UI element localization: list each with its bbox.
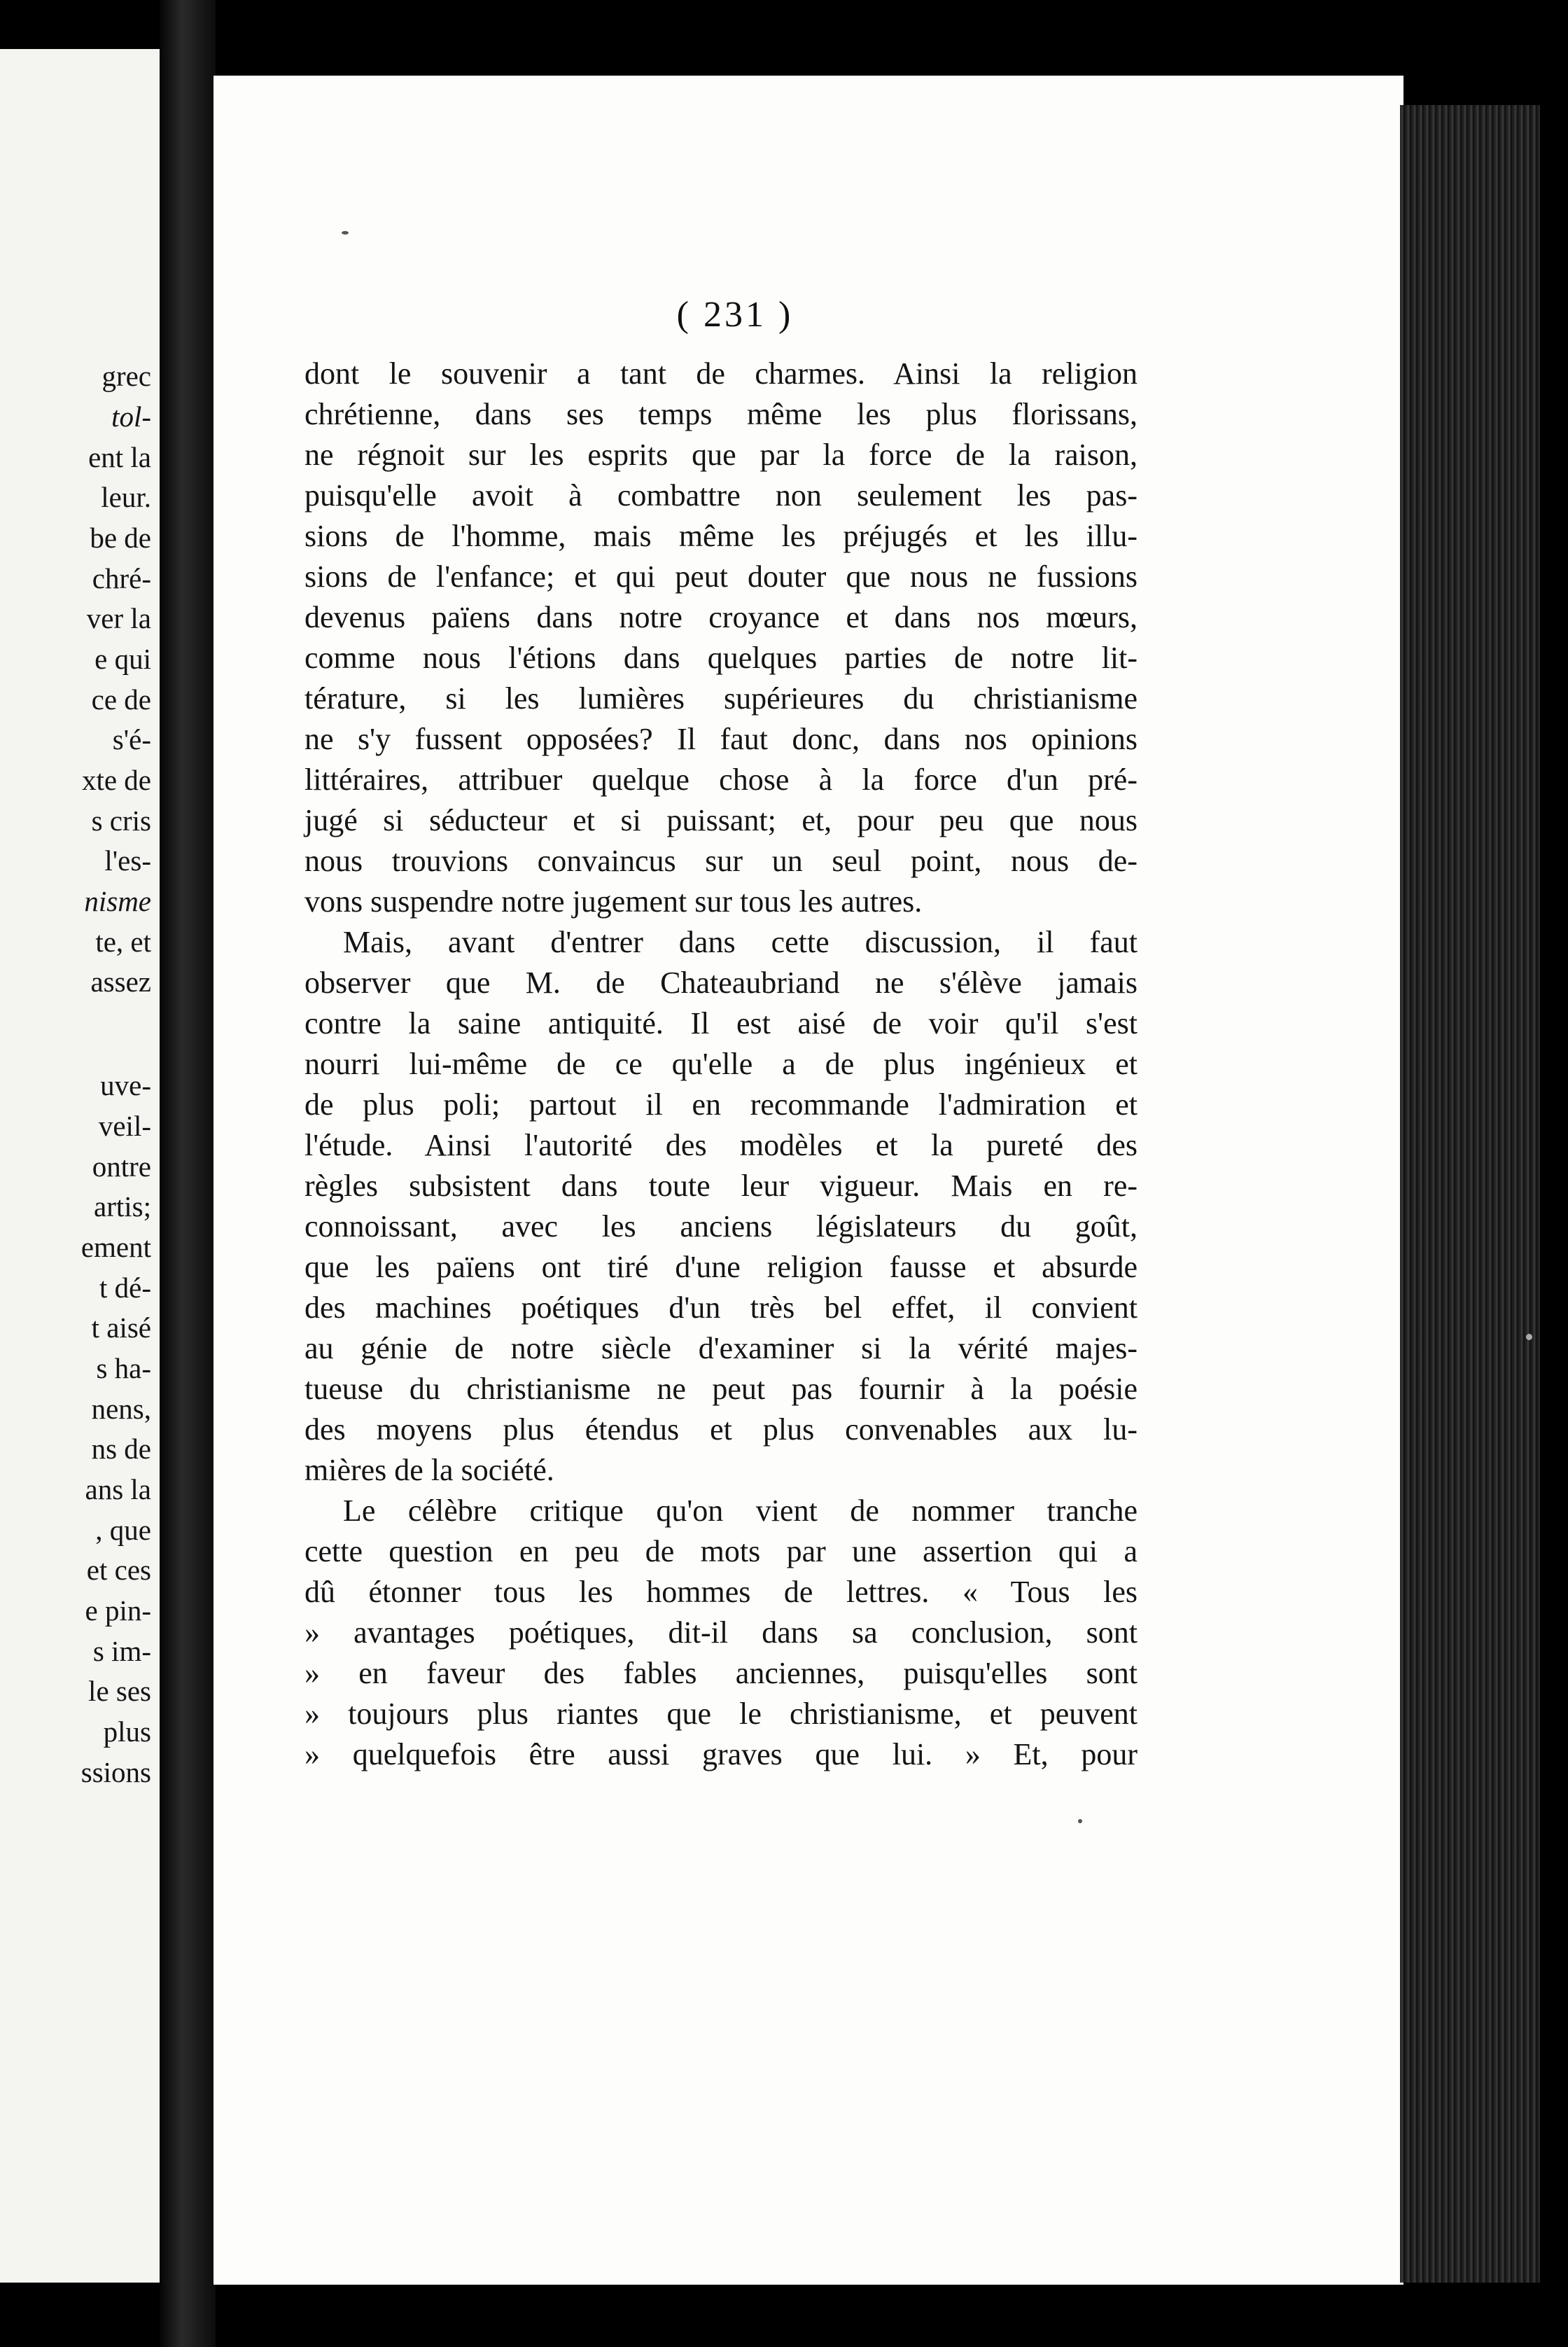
left-fragment: grec — [102, 360, 151, 392]
text-line: sions de l'enfance; et qui peut douter que nous ne fussions — [304, 559, 1138, 594]
paper-speck — [1526, 1334, 1532, 1340]
text-line: tueuse du christianisme ne peut pas fournir à la poésie — [304, 1372, 1138, 1406]
body-text — [304, 354, 1138, 1775]
left-fragment: artis; — [94, 1190, 151, 1223]
left-fragment: ontre — [92, 1150, 151, 1183]
left-fragment: veil- — [98, 1110, 151, 1142]
text-line: jugé si séducteur et si puissant; et, pour peu que nous — [304, 803, 1138, 837]
text-line: dû étonner tous les hommes de lettres. « Tous les — [304, 1575, 1138, 1609]
text-line: comme nous l'étions dans quelques parties de notre lit- — [304, 641, 1138, 675]
page-number: ( 231 ) — [676, 295, 794, 335]
text-line: devenus païens dans notre croyance et dans nos mœurs, — [304, 600, 1138, 634]
left-fragment: assez — [90, 966, 151, 998]
left-fragment: nisme — [84, 885, 151, 917]
text-line: littéraires, attribuer quelque chose à la force d'un pré- — [304, 762, 1138, 797]
left-fragment: be de — [90, 522, 151, 554]
left-fragment: s ha- — [96, 1352, 151, 1384]
text-line: ne s'y fussent opposées? Il faut donc, dans nos opinions — [304, 722, 1138, 756]
left-fragment: uve- — [100, 1069, 151, 1101]
text-line: nous trouvions convaincus sur un seul point, nous de- — [304, 844, 1138, 878]
previous-page-fragment — [0, 49, 162, 2283]
text-line: l'étude. Ainsi l'autorité des modèles et la pureté des — [304, 1128, 1138, 1162]
left-fragment: ns de — [91, 1433, 151, 1465]
left-fragment: s im- — [92, 1635, 151, 1667]
paper-speck — [1078, 1819, 1082, 1823]
text-line: ne régnoit sur les esprits que par la force de la raison, — [304, 438, 1138, 472]
text-line: observer que M. de Chateaubriand ne s'élève jamais — [304, 966, 1138, 1000]
text-line: térature, si les lumières supérieures du christianisme — [304, 681, 1138, 716]
text-line: sions de l'homme, mais même les préjugés et les illu- — [304, 519, 1138, 553]
left-fragment: et ces — [86, 1554, 151, 1586]
text-line: nourri lui-même de ce qu'elle a de plus ingénieux et — [304, 1047, 1138, 1081]
left-fragment: l'es- — [104, 844, 151, 877]
text-line: » avantages poétiques, dit-il dans sa conclusion, sont — [304, 1615, 1138, 1650]
left-fragment: t aisé — [91, 1311, 151, 1344]
text-line: Mais, avant d'entrer dans cette discussion, il faut — [343, 925, 1138, 959]
page-fore-edge — [1400, 105, 1540, 2283]
text-line: » en faveur des fables anciennes, puisqu'elles sont — [304, 1656, 1138, 1690]
paper-speck — [342, 231, 349, 235]
left-fragment: xte de — [81, 764, 151, 796]
text-line: Le célèbre critique qu'on vient de nommer tranche — [343, 1493, 1138, 1528]
left-fragment: nens, — [91, 1393, 151, 1425]
left-fragment: ver la — [86, 602, 151, 634]
left-fragment: chré- — [92, 562, 151, 594]
text-line: cette question en peu de mots par une assertion qui a — [304, 1534, 1138, 1568]
text-line: des moyens plus étendus et plus convenables aux lu- — [304, 1412, 1138, 1447]
text-line: puisqu'elle avoit à combattre non seulement les pas- — [304, 478, 1138, 513]
left-fragment: plus — [103, 1715, 151, 1748]
left-fragment: ssions — [80, 1756, 151, 1788]
text-line: de plus poli; partout il en recommande l'admiration et — [304, 1087, 1138, 1122]
left-fragment: te, et — [95, 926, 151, 958]
text-line: dont le souvenir a tant de charmes. Ainsi la religion — [304, 356, 1138, 391]
text-line: mières de la société. — [304, 1453, 554, 1487]
left-fragment: t dé- — [99, 1272, 151, 1304]
text-line: au génie de notre siècle d'examiner si la vérité majes- — [304, 1331, 1138, 1365]
text-line: des machines poétiques d'un très bel effet, il convient — [304, 1290, 1138, 1325]
text-line: connoissant, avec les anciens législateurs du goût, — [304, 1209, 1138, 1244]
left-fragment: le ses — [88, 1675, 151, 1707]
left-fragment: s cris — [91, 805, 151, 837]
text-line: règles subsistent dans toute leur vigueur. Mais en re- — [304, 1169, 1138, 1203]
text-line: chrétienne, dans ses temps même les plus florissans, — [304, 397, 1138, 431]
left-fragment: s'é- — [112, 723, 151, 755]
text-line: que les païens ont tiré d'une religion fausse et absurde — [304, 1250, 1138, 1284]
text-line: » toujours plus riantes que le christianisme, et peuvent — [304, 1697, 1138, 1731]
left-fragment: ement — [80, 1231, 151, 1263]
left-fragment: tol- — [111, 401, 151, 433]
left-fragment: e pin- — [85, 1594, 151, 1627]
text-line: vons suspendre notre jugement sur tous les autres. — [304, 884, 923, 919]
left-fragment: ent la — [88, 441, 151, 473]
text-line: » quelquefois être aussi graves que lui. » Et, pour — [304, 1737, 1138, 1771]
book-gutter — [160, 0, 216, 2347]
text-line: contre la saine antiquité. Il est aisé de voir qu'il s'est — [304, 1006, 1138, 1040]
left-fragment: , que — [95, 1514, 151, 1546]
left-fragment: e qui — [94, 643, 151, 675]
left-fragment: ce de — [91, 683, 151, 716]
left-fragment: leur. — [101, 481, 151, 513]
left-fragment: ans la — [85, 1473, 151, 1505]
